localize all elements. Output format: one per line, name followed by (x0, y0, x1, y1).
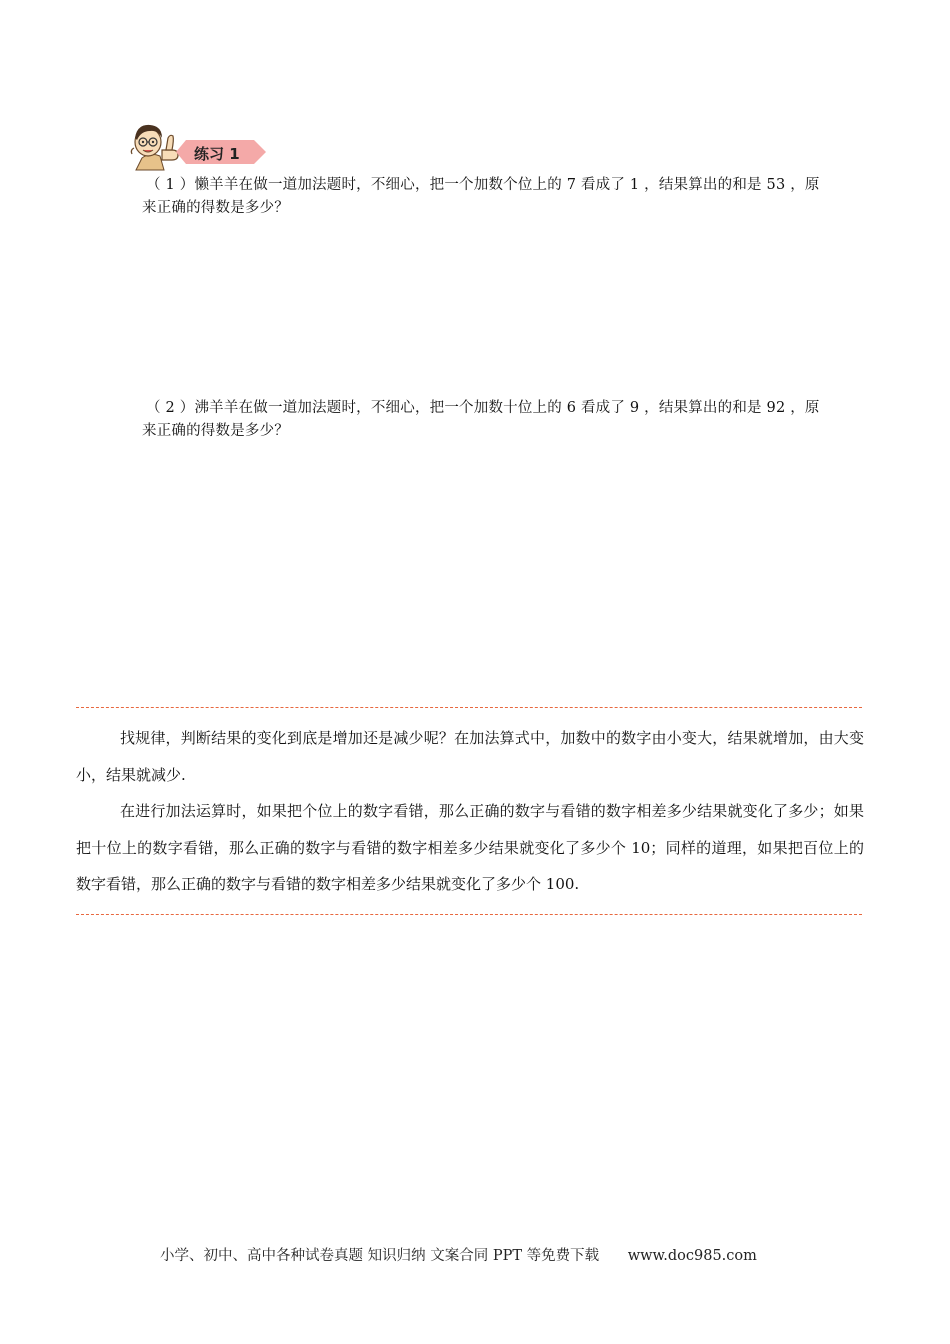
summary-divider-bottom (76, 914, 862, 915)
summary-box (76, 720, 864, 903)
question-2 (142, 397, 858, 443)
page-footer (160, 1244, 800, 1265)
question-2-line-1: （ 2 ）沸羊羊在做一道加法题时，不细心，把一个加数十位上的 6 看成了 9 ，结果算出的和是 92 ，原 (146, 400, 820, 416)
exercise-badge (128, 120, 268, 172)
question-1 (142, 174, 858, 220)
footer-text: 小学、初中、高中各种试卷真题 知识归纳 文案合同 PPT 等免费下载 (160, 1248, 600, 1264)
summary-paragraph-2: 在进行加法运算时，如果把个位上的数字看错，那么正确的数字与看错的数字相差多少结果就变化了多少；如果把十位上的数字看错，那么正确的数字与看错的数字相差多少结果就变化了多少个 10；同样的道理，如果把百位上的数字看错，那么正确的数字与看错的数字相差多少结果就变化了多少个 100. (76, 802, 864, 893)
question-2-line-2: 来正确的得数是多少？ (142, 423, 289, 439)
question-1-line-1: （ 1 ）懒羊羊在做一道加法题时，不细心，把一个加数个位上的 7 看成了 1 ，结果算出的和是 53 ，原 (146, 177, 820, 193)
footer-site-link[interactable]: www.doc985.com (627, 1248, 757, 1264)
question-1-line-2: 来正确的得数是多少？ (142, 200, 289, 216)
badge-label: 练习 1 (194, 145, 240, 163)
summary-divider-top (76, 707, 862, 708)
summary-paragraph-1: 找规律，判断结果的变化到底是增加还是减少呢？在加法算式中，加数中的数字由小变大，结果就增加，由大变小，结果就减少. (76, 729, 864, 784)
